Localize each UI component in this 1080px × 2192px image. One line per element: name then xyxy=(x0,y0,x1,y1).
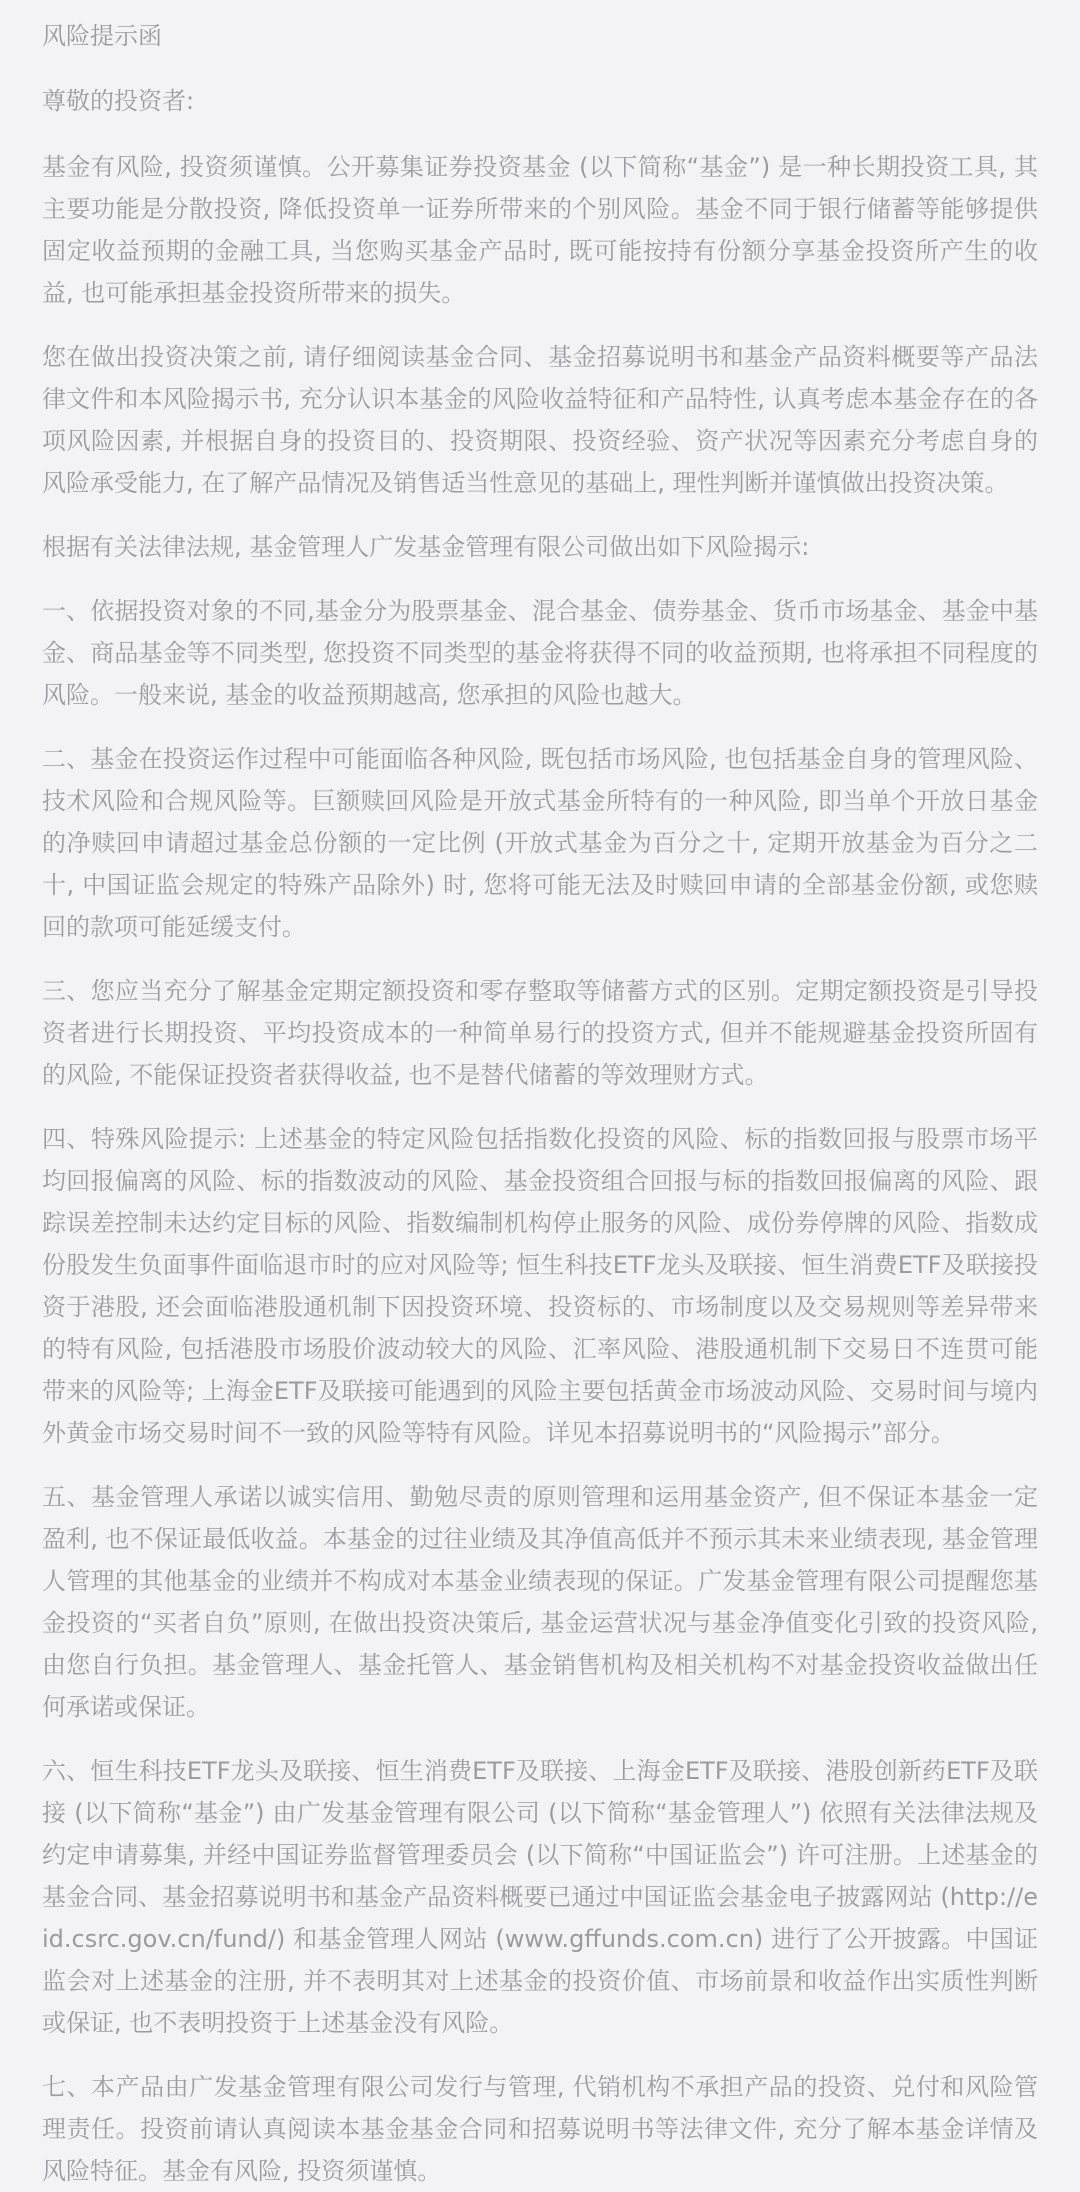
paragraph-intro: 基金有风险, 投资须谨慎。公开募集证券投资基金 (以下简称“基金”) 是一种长期投资工具, 其主要功能是分散投资, 降低投资单一证券所带来的个别风险。基金不同于银行储蓄等能够提供固定收益预期的金融工具, 当您购买基金产品时, 既可能按持有份额分享基金投资所产生的收益, 也可能承担基金投资所带来的损失。 xyxy=(42,153,1038,307)
greeting: 尊敬的投资者: xyxy=(42,87,195,115)
paragraph-decision: 您在做出投资决策之前, 请仔细阅读基金合同、基金招募说明书和基金产品资料概要等产品法律文件和本风险揭示书, 充分认识本基金的风险收益特征和产品特性, 认真考虑本基金存在的各项风险因素, 并根据自身的投资目的、投资期限、投资经验、资产状况等因素充分考虑自身的风险承受能力, 在了解产品情况及销售适当性意见的基础上, 理性判断并谨慎做出投资决策。 xyxy=(42,343,1038,497)
paragraph-item-2: 二、基金在投资运作过程中可能面临各种风险, 既包括市场风险, 也包括基金自身的管理风险、技术风险和合规风险等。巨额赎回风险是开放式基金所特有的一种风险, 即当单个开放日基金的净赎回申请超过基金总份额的一定比例 (开放式基金为百分之十, 定期开放基金为百分之二十, 中国证监会规定的特殊产品除外) 时, 您将可能无法及时赎回申请的全部基金份额, 或您赎回的款项可能延缓支付。 xyxy=(42,745,1038,941)
paragraph-item-7: 七、本产品由广发基金管理有限公司发行与管理, 代销机构不承担产品的投资、兑付和风险管理责任。投资前请认真阅读本基金基金合同和招募说明书等法律文件, 充分了解本基金详情及风险特征。基金有风险, 投资须谨慎。 xyxy=(42,2073,1038,2185)
paragraph-item-5: 五、基金管理人承诺以诚实信用、勤勉尽责的原则管理和运用基金资产, 但不保证本基金一定盈利, 也不保证最低收益。本基金的过往业绩及其净值高低并不预示其未来业绩表现, 基金管理人管理的其他基金的业绩并不构成对本基金业绩表现的保证。广发基金管理有限公司提醒您基金投资的“买者自负”原则, 在做出投资决策后, 基金运营状况与基金净值变化引致的投资风险, 由您自行负担。基金管理人、基金托管人、基金销售机构及相关机构不对基金投资收益做出任何承诺或保证。 xyxy=(42,1483,1038,1721)
paragraph-item-6: 六、恒生科技ETF龙头及联接、恒生消费ETF及联接、上海金ETF及联接、港股创新药ETF及联接 (以下简称“基金”) 由广发基金管理有限公司 (以下简称“基金管理人”) 依照有关法律法规及约定申请募集, 并经中国证券监督管理委员会 (以下简称“中国证监会”) 许可注册。上述基金的基金合同、基金招募说明书和基金产品资料概要已通过中国证监会基金电子披露网站 (http://eid.csrc.gov.cn/fund/) 和基金管理人网站 (www.gffunds.com.cn) 进行了公开披露。中国证监会对上述基金的注册, 并不表明其对上述基金的投资价值、市场前景和收益作出实质性判断或保证, 也不表明投资于上述基金没有风险。 xyxy=(42,1757,1038,2037)
paragraph-disclosure-lead: 根据有关法律法规, 基金管理人广发基金管理有限公司做出如下风险揭示: xyxy=(42,533,810,561)
paragraph-item-1: 一、依据投资对象的不同,基金分为股票基金、混合基金、债券基金、货币市场基金、基金中基金、商品基金等不同类型, 您投资不同类型的基金将获得不同的收益预期, 也将承担不同程度的风险。一般来说, 基金的收益预期越高, 您承担的风险也越大。 xyxy=(42,597,1038,709)
page-title: 风险提示函 xyxy=(42,22,162,50)
paragraph-item-3: 三、您应当充分了解基金定期定额投资和零存整取等储蓄方式的区别。定期定额投资是引导投资者进行长期投资、平均投资成本的一种简单易行的投资方式, 但并不能规避基金投资所固有的风险, 不能保证投资者获得收益, 也不是替代储蓄的等效理财方式。 xyxy=(42,977,1038,1089)
paragraph-item-4: 四、特殊风险提示: 上述基金的特定风险包括指数化投资的风险、标的指数回报与股票市场平均回报偏离的风险、标的指数波动的风险、基金投资组合回报与标的指数回报偏离的风险、跟踪误差控制未达约定目标的风险、指数编制机构停止服务的风险、成份券停牌的风险、指数成份股发生负面事件面临退市时的应对风险等; 恒生科技ETF龙头及联接、恒生消费ETF及联接投资于港股, 还会面临港股通机制下因投资环境、投资标的、市场制度以及交易规则等差异带来的特有风险, 包括港股市场股价波动较大的风险、汇率风险、港股通机制下交易日不连贯可能带来的风险等; 上海金ETF及联接可能遇到的风险主要包括黄金市场波动风险、交易时间与境内外黄金市场交易时间不一致的风险等特有风险。详见本招募说明书的“风险揭示”部分。 xyxy=(42,1125,1038,1447)
